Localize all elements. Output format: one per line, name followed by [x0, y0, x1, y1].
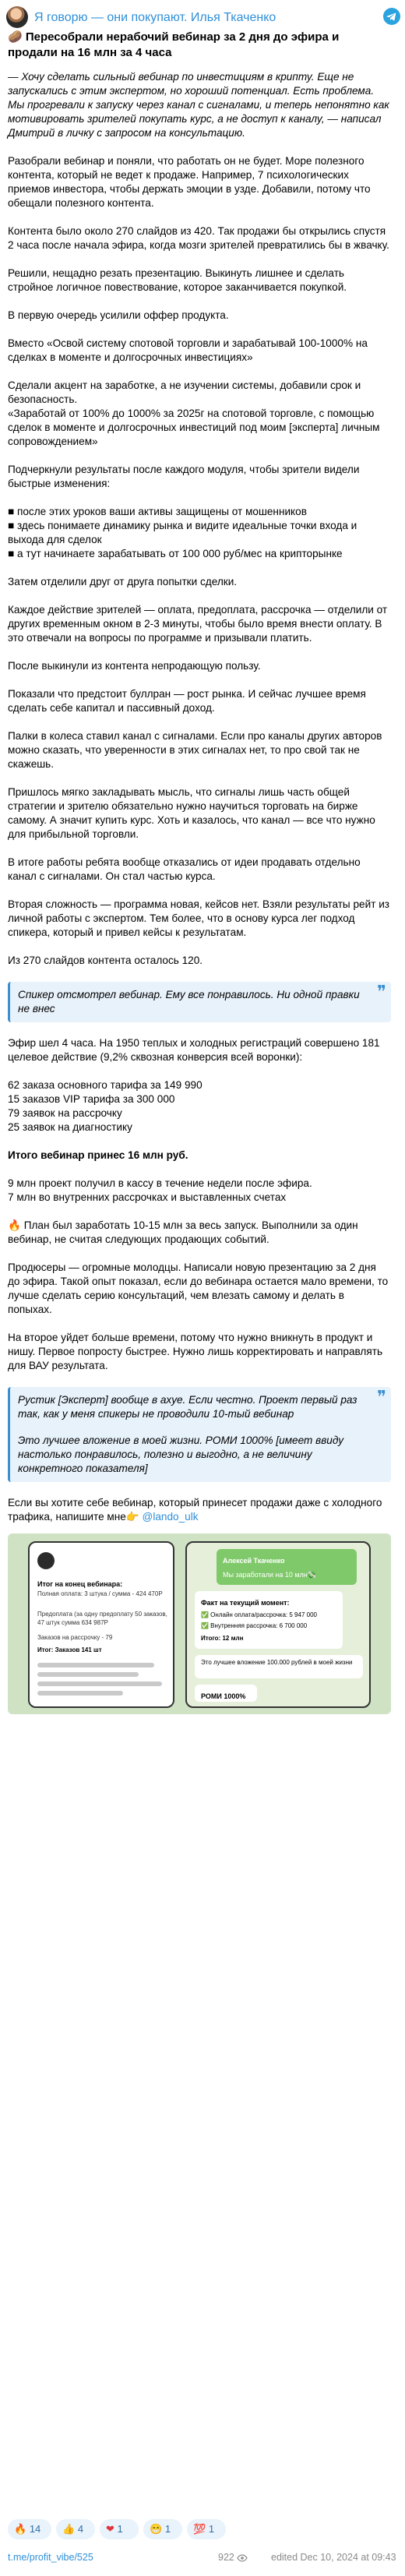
paragraph: Затем отделили друг от друга попытки сделки. — [8, 576, 238, 588]
quote-text: Рустик [Эксперт] вообще в ахуе. Если честно. Проект первый раз так, как у меня спикеры не проводили 10-тый вебинар — [18, 1394, 357, 1420]
stats-list: 62 заказа основного тарифа за 149 990 15 заказов VIP тарифа за 300 000 79 заявок на рассрочку 25 заявок на диагностику — [8, 1079, 202, 1133]
grin-reaction-icon[interactable]: 😁 1 — [143, 2519, 182, 2539]
attached-photo[interactable] — [8, 1533, 391, 1714]
paragraph: Пришлось мягко закладывать мысль, что сигналы лишь часть общей стратегии и зрителю обязательно нужно научиться торговать на бирже самому. А значит купить курс. Хоть и казалось, что канал — все что нужно для прибыльной торговли. — [8, 786, 375, 840]
paragraph: Вместо «Освой систему спотовой торговли и зарабатывай 100-1000% на сделках в моменте и долгосрочных инвестициях» — [8, 337, 368, 363]
paragraph: Решили, нещадно резать презентацию. Выкинуть лишнее и сделать стройное логичное повествование, которое заканчивается покупкой. — [8, 267, 347, 293]
paragraph: Показали что предстоит буллран — рост рынка. И сейчас лучшее время сделать себе капитал и пассивный доход. — [8, 688, 366, 714]
view-count: 922 — [218, 2552, 248, 2563]
paragraph: Контента было около 270 слайдов из 420. Так продажи бы открылись спустя 2 часа после начала эфира, когда мозги зрителей превратились бы в жвачку. — [8, 225, 389, 251]
thumbs-up-reaction-icon[interactable]: 👍 4 — [56, 2519, 95, 2539]
chat-message: Мы заработали на 10 млн💸 — [223, 1571, 316, 1579]
quote-block — [8, 982, 391, 1022]
bullet-list: ■ после этих уроков ваши активы защищены от мошенников ■ здесь понимаете динамику рынка и видите идеальные точки входа и выхода для сделок ■ а тут начинаете зарабатывать от 100 000 руб/мес на крипторынке — [8, 506, 357, 559]
eye-icon — [237, 2554, 248, 2562]
paragraph: Разобрали вебинар и поняли, что работать он не будет. Море полезного контента, который не ведет к продаже. Например, 7 психологических приемов инвестора, чтобы держать эмоции в узде. Добавили, потому что обещали полезного контента. — [8, 155, 371, 209]
screenshot-line: Полная оплата: 3 штука / сумма - 424 470Р — [37, 1590, 163, 1597]
chat-message: ✅ Онлайн оплата/рассрочка: 5 947 000 — [201, 1611, 317, 1618]
stats-intro: Эфир шел 4 часа. На 1950 теплых и холодных регистраций совершено 181 целевое действие (9,2% сквозная конверсия всей воронки): — [8, 1037, 380, 1063]
cta-text: Если вы хотите себе вебинар, который принесет продажи даже с холодного трафика, напишите мне👉 — [8, 1497, 382, 1523]
paragraph: Каждое действие зрителей — оплата, предоплата, рассрочка — отделили от других временным окном в 2-3 минуты, чтобы было время внести оплату. В это отвечали на вопросы по программе и призывали платить. — [8, 604, 388, 644]
hundred-reaction-icon[interactable]: 💯 1 — [187, 2519, 226, 2539]
reaction-count: 1 — [164, 2523, 171, 2535]
screenshot-line: Заказов на рассрочку - 79 — [37, 1634, 113, 1641]
paragraph: Палки в колеса ставил канал с сигналами. Если про каналы других авторов можно сказать, что уверенности в этих сигналах нет, то про свой так не скажешь. — [8, 730, 382, 770]
total-line: Итого вебинар принес 16 млн руб. — [8, 1149, 188, 1161]
paragraph: Из 270 слайдов контента осталось 120. — [8, 955, 203, 966]
paragraph: В итоге работы ребята вообще отказались от идеи продавать отдельно канал с сигналами. Он стал частью курса. — [8, 856, 361, 882]
cta-link[interactable]: @lando_ulk — [142, 1511, 199, 1523]
paragraph: 9 млн проект получил в кассу в течение недели после эфира. 7 млн во внутренних рассрочках и выставленных счетах — [8, 1177, 312, 1203]
paragraph: На второе уйдет больше времени, потому что нужно вникнуть в продукт и нишу. Первое попросту быстрее. Нужно лишь корректировать и направлять для ВАУ результата. — [8, 1332, 383, 1371]
quote-icon: ❞ — [377, 1387, 386, 1406]
paragraph: 🔥 План был заработать 10-15 млн за весь запуск. Выполнили за один вебинар, не считая следующих продающих событий. — [8, 1219, 358, 1245]
paragraph: Подчеркнули результаты после каждого модуля, чтобы зрители видели быстрые изменения: — [8, 464, 360, 489]
quote-text: Это лучшее вложение в моей жизни. РОМИ 1000% [имеет ввиду настолько понравилось, полезно и выгодно, а не величину конкретного показателя] — [18, 1434, 344, 1474]
chat-message: Итого: 12 млн — [201, 1635, 244, 1642]
screenshot-title: Итог на конец вебинара: — [37, 1580, 123, 1588]
quote-icon: ❞ — [377, 982, 386, 1001]
reaction-count: 14 — [29, 2523, 41, 2535]
paragraph: После выкинули из контента непродающую пользу. — [8, 660, 261, 672]
reaction-count: 1 — [208, 2523, 215, 2535]
post-footer — [8, 2552, 397, 2567]
reaction-count: 4 — [77, 2523, 84, 2535]
post-body — [8, 30, 391, 1725]
chat-bubble — [217, 1549, 357, 1585]
post-link[interactable]: t.me/profit_vibe/525 — [8, 2552, 93, 2563]
cta-paragraph — [8, 1496, 391, 1524]
heart-reaction-icon[interactable]: ❤ 1 — [100, 2519, 139, 2539]
chat-sender: Алексей Ткаченко — [223, 1557, 285, 1565]
post-title: 🥔 Пересобрали нерабочий вебинар за 2 дня до эфира и продали на 16 млн за 4 часа — [8, 30, 340, 59]
telegram-logo-icon[interactable] — [383, 8, 400, 25]
channel-avatar[interactable] — [6, 6, 28, 28]
fire-reaction-icon[interactable]: 🔥 14 — [8, 2519, 51, 2539]
paragraph: Сделали акцент на заработке, а не изучении системы, добавили срок и безопасность. «Заработай от 100% до 1000% за 2025г на спотовой торговле, с помощью сделок в моменте и долгосрочных инвестиций под моим [эксперта] личным сопровождением» — [8, 379, 380, 447]
paragraph: В первую очередь усилили оффер продукта. — [8, 309, 229, 321]
quote-block — [8, 1387, 391, 1482]
chat-message: Факт на текущий момент: — [201, 1599, 290, 1607]
chat-bubble — [195, 1591, 343, 1649]
chat-bubble — [195, 1685, 257, 1702]
chat-bubble — [195, 1655, 363, 1678]
paragraph: — Хочу сделать сильный вебинар по инвестициям в крипту. Еще не запускались с этим экспертом, но хороший потенциал. Есть проблема. Мы прогревали к запуску через канал с сигналами, и теперь непонятно как мотивировать зрителей покупать курс, а не доступ к каналу, — написал Дмитрий в личку с запросом на консультацию. — [8, 71, 389, 139]
chat-screenshot-left — [28, 1541, 174, 1708]
quote-text: Спикер отсмотрел вебинар. Ему все понравилось. Ни одной правки не внес — [18, 989, 360, 1015]
chat-message: ✅ Внутренняя рассрочка: 6 700 000 — [201, 1622, 308, 1629]
paragraph: Вторая сложность — программа новая, кейсов нет. Взяли результаты рейт из личной работы с экспертом. Тем более, что в основу курса лег подход спикера, который и привел кейсы к результатам. — [8, 898, 390, 938]
edited-timestamp: edited Dec 10, 2024 at 09:43 — [271, 2552, 396, 2563]
chat-message: РОМИ 1000% — [201, 1692, 246, 1700]
screenshot-line: Предоплата (за одну предоплату 50 заказов, 47 штук сумма 634 987Р — [37, 1611, 167, 1626]
paragraph: Продюсеры — огромные молодцы. Написали новую презентацию за 2 дня до эфира. Такой опыт показал, если до вебинара остается мало времени, то лучше сделать серию консультаций, чем влезать самому и делать в попыхах. — [8, 1262, 389, 1315]
avatar — [37, 1552, 55, 1569]
chat-message: Это лучшее вложение 100.000 рублей в моей жизни — [201, 1659, 353, 1666]
channel-name[interactable]: Я говорю — они покупают. Илья Ткаченко — [34, 11, 276, 24]
reaction-count: 1 — [117, 2523, 123, 2535]
screenshot-line: Итог: Заказов 141 шт — [37, 1646, 102, 1653]
chat-screenshot-right — [185, 1541, 371, 1708]
